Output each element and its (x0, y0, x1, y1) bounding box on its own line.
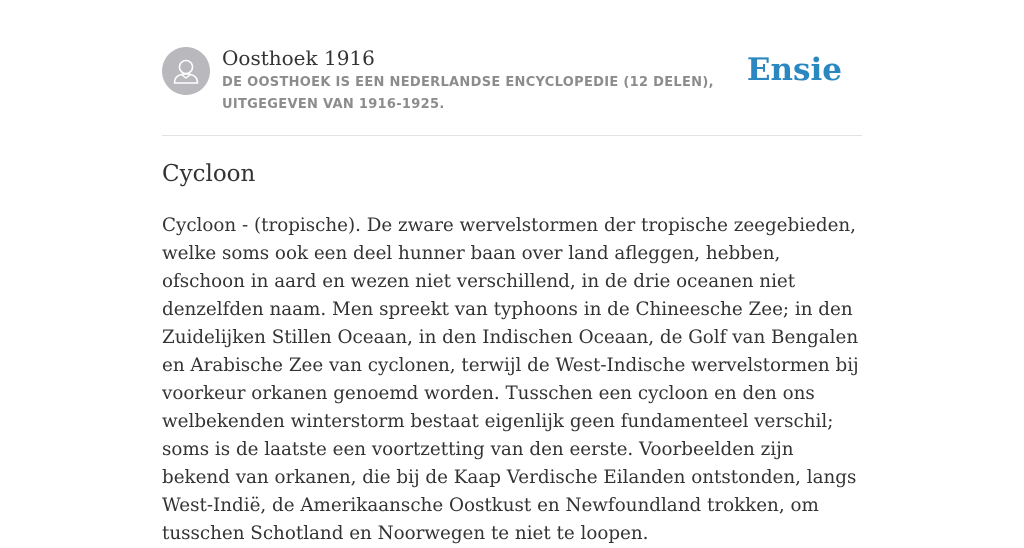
article-title: Cycloon (162, 161, 256, 187)
article-body: Cycloon - (tropische). De zware wervelstormen der tropische zeegebieden, welke soms ook een deel hunner baan over land afleggen, hebben, ofschoon in aard en wezen niet verschillend, in de drie oceanen niet denzelfden naam. Men spreekt van typhoons in de Chineesche Zee; in den Zuidelijken Stillen Oceaan, in den Indischen Oceaan, de Golf van Bengalen en Arabische Zee van cyclonen, terwijl de West-Indische wervelstormen bij voorkeur orkanen genoemd worden. Tusschen een cycloon en den ons welbekenden winterstorm bestaat eigenlijk geen fundamenteel verschil; soms is de laatste een voortzetting van den eerste. Voorbeelden zijn bekend van orkanen, die bij de Kaap Verdische Eilanden ontstonden, langs West-Indië, de Amerikaansche Oostkust en Newfoundland trokken, om tusschen Schotland en Noorwegen te niet te loopen. (162, 215, 859, 544)
source-title[interactable]: Oosthoek 1916 (222, 46, 375, 70)
source-description: DE OOSTHOEK IS EEN NEDERLANDSE ENCYCLOPEDIE (12 DELEN), UITGEGEVEN VAN 1916-1925. (222, 75, 714, 112)
header-divider (162, 135, 862, 136)
source-avatar[interactable] (162, 47, 210, 95)
ensie-logo[interactable]: Ensie (746, 52, 842, 88)
user-icon (162, 47, 210, 95)
source-header (162, 44, 862, 116)
